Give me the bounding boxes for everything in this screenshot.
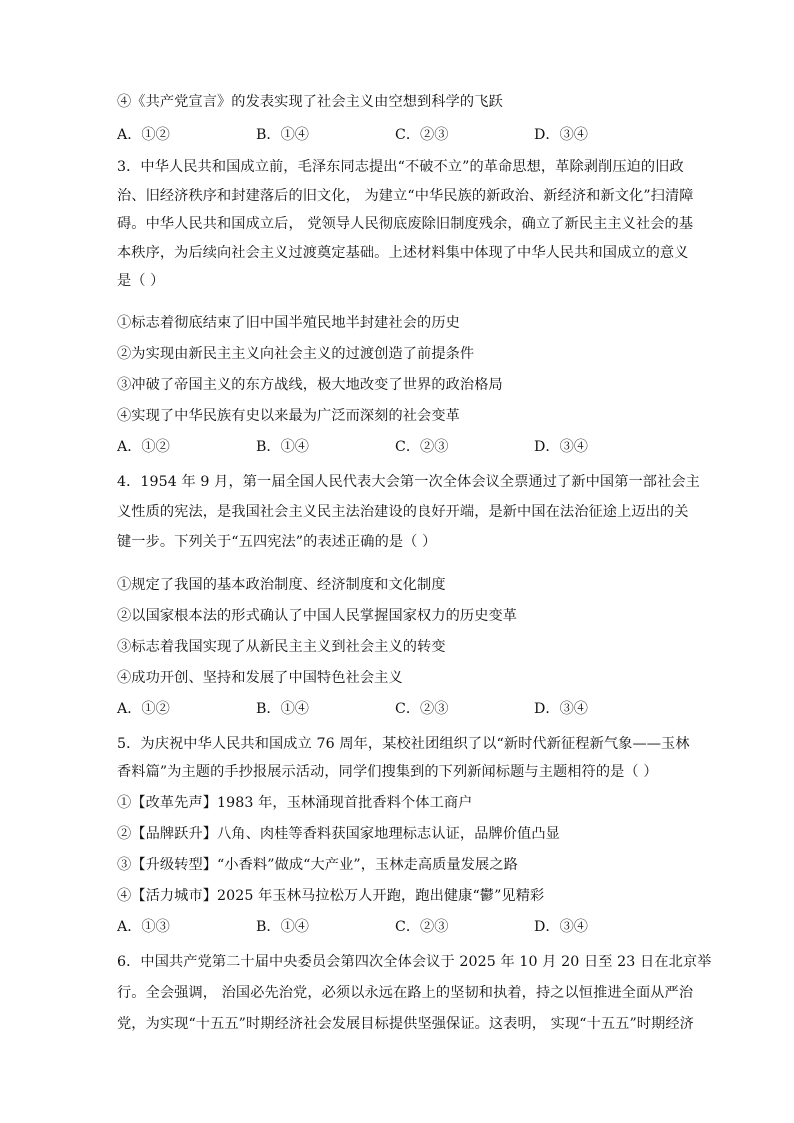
q4-item-4: ④成功开创、坚持和发展了中国特色社会主义 (117, 670, 403, 686)
q4-item-1: ①规定了我国的基本政治制度、经济制度和文化制度 (117, 577, 446, 593)
q4-item-2: ②以国家根本法的形式确认了中国人民掌握国家权力的历史变革 (117, 608, 518, 624)
q4-option-c[interactable]: C．②③ (395, 701, 449, 717)
q2-option-c[interactable]: C．②③ (395, 127, 449, 143)
q3-stem-line-2: 治、旧经济秩序和封建落后的旧文化， 为建立“中华民族的新政治、新经济和新文化”扫清障 (117, 188, 694, 204)
q4-stem-line-2: 义性质的宪法，是我国社会主义民主法治建设的良好开端，是新中国在法治征途上迈出的关 (117, 504, 689, 520)
q2-item-4: ④《共产党宣言》的发表实现了社会主义由空想到科学的飞跃 (117, 94, 503, 110)
q6-stem-line-1: 6．中国共产党第二十届中央委员会第四次全体会议于 2025 年 10 月 20 日至 23 日在北京举 (117, 954, 712, 970)
q5-item-1: ①【改革先声】1983 年，玉林涌现首批香料个体工商户 (117, 795, 473, 811)
q6-stem-line-3: 党，为实现“十五五”时期经济社会发展目标提供坚强保证。这表明， 实现“十五五”时期经济 (117, 1016, 694, 1032)
q5-item-4: ④【活力城市】2025 年玉林马拉松万人开跑，跑出健康“鬱”见精彩 (117, 888, 545, 904)
q4-item-3: ③标志着我国实现了从新民主主义到社会主义的转变 (117, 639, 446, 655)
q5-item-2: ②【品牌跃升】八角、肉桂等香料获国家地理标志认证，品牌价值凸显 (117, 826, 560, 842)
q4-stem-line-1: 4．1954 年 9 月，第一届全国人民代表大会第一次全体会议全票通过了新中国第一部社会主 (117, 474, 700, 490)
q3-item-1: ①标志着彻底结束了旧中国半殖民地半封建社会的历史 (117, 315, 460, 331)
q5-options (117, 917, 677, 937)
q3-options (117, 437, 677, 457)
q4-options (117, 699, 677, 719)
q2-option-d[interactable]: D．③④ (534, 127, 588, 143)
q5-option-c[interactable]: C．②③ (395, 919, 449, 935)
q3-stem-line-5: 是（ ） (117, 273, 165, 289)
q5-stem-line-2: 香料篇”为主题的手抄报展示活动，同学们搜集到的下列新闻标题与主题相符的是（ ） (117, 764, 658, 780)
q4-option-b[interactable]: B．①④ (256, 701, 309, 717)
q3-stem-line-4: 本秩序，为后续向社会主义过渡奠定基础。上述材料集中体现了中华人民共和国成立的意义 (117, 245, 689, 261)
q6-stem-line-2: 行。全会强调， 治国必先治党，必须以永远在路上的坚韧和执着，持之以恒推进全面从严治 (117, 985, 694, 1001)
q3-item-4: ④实现了中华民族有史以来最为广泛而深刻的社会变革 (117, 408, 460, 424)
q5-option-b[interactable]: B．①④ (256, 919, 309, 935)
q4-option-d[interactable]: D．③④ (534, 701, 588, 717)
q4-stem-line-3: 键一步。下列关于“五四宪法”的表述正确的是（ ） (117, 534, 437, 550)
q3-stem-line-1: 3．中华人民共和国成立前，毛泽东同志提出“不破不立”的革命思想，革除剥削压迫的旧政 (117, 159, 684, 175)
q3-item-2: ②为实现由新民主主义向社会主义的过渡创造了前提条件 (117, 346, 475, 362)
q2-options (117, 125, 677, 145)
q4-option-a[interactable]: A．①② (117, 701, 170, 717)
q3-option-c[interactable]: C．②③ (395, 439, 449, 455)
q5-option-d[interactable]: D．③④ (534, 919, 588, 935)
q3-option-a[interactable]: A．①② (117, 439, 170, 455)
q2-option-a[interactable]: A．①② (117, 127, 170, 143)
q3-option-b[interactable]: B．①④ (256, 439, 309, 455)
q3-option-d[interactable]: D．③④ (534, 439, 588, 455)
q2-option-b[interactable]: B．①④ (256, 127, 309, 143)
q5-stem-line-1: 5．为庆祝中华人民共和国成立 76 周年，某校社团组织了以“新时代新征程新气象——玉林 (117, 736, 690, 752)
q3-stem-line-3: 碍。中华人民共和国成立后， 党领导人民彻底废除旧制度残余，确立了新民主主义社会的基 (117, 216, 694, 232)
q3-item-3: ③冲破了帝国主义的东方战线，极大地改变了世界的政治格局 (117, 377, 503, 393)
q5-option-a[interactable]: A．①③ (117, 919, 170, 935)
q5-item-3: ③【升级转型】“小香料”做成“大产业”，玉林走高质量发展之路 (117, 857, 518, 873)
